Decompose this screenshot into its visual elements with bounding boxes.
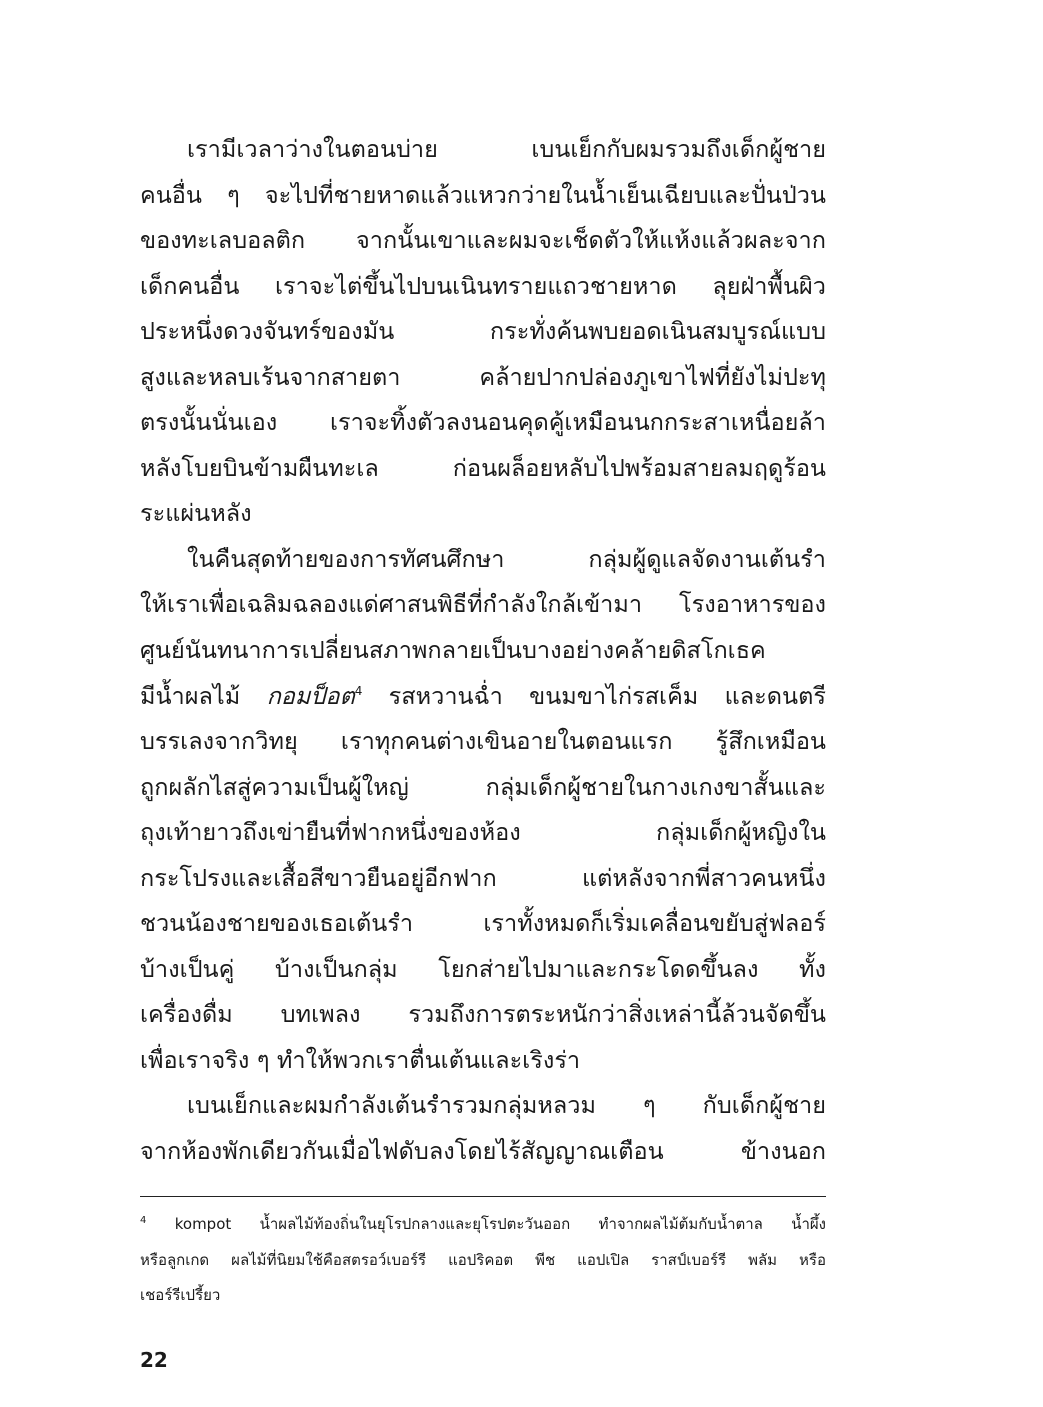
text-line: ในคืนสุดท้ายของการทัศนศึกษา กลุ่มผู้ดูแลจัดงานเต้นรำ — [187, 544, 826, 573]
footnote-mark: 4 — [140, 1215, 147, 1226]
text-line — [140, 674, 826, 720]
text-line: บ้างเป็นคู่ บ้างเป็นกลุ่ม โยกส่ายไปมาและกระโดดขึ้นลง ทั้ง — [140, 954, 826, 983]
text-line: หลังโบยบินข้ามผืนทะเล ก่อนผล็อยหลับไปพร้อมสายลมฤดูร้อน — [140, 453, 826, 482]
text-line: ศูนย์นันทนาการเปลี่ยนสภาพกลายเป็นบางอย่างคล้ายดิสโกเธค — [140, 636, 766, 665]
text-segment: รสหวานฉ่ำ ขนมขาไก่รสเค็ม และดนตรี — [362, 681, 826, 710]
text-line: เครื่องดื่ม บทเพลง รวมถึงการตระหนักว่าสิ่งเหล่านี้ล้วนจัดขึ้น — [140, 1000, 826, 1029]
footnote-text: kompot น้ำผลไม้ท้องถิ่นในยุโรปกลางและยุโรปตะวันออก ทำจากผลไม้ต้มกับน้ำตาล น้ำผึ้ง — [146, 1215, 826, 1233]
text-line: จากห้องพักเดียวกันเมื่อไฟดับลงโดยไร้สัญญาณเตือน ข้างนอก — [140, 1137, 826, 1166]
text-line: ของทะเลบอลติก จากนั้นเขาและผมจะเช็ดตัวให้แห้งแล้วผละจาก — [140, 226, 826, 255]
text-line: ระแผ่นหลัง — [140, 499, 252, 528]
page-number: 22 — [140, 1348, 168, 1372]
text-line: คนอื่น ๆ จะไปที่ชายหาดแล้วแหวกว่ายในน้ำเย็นเฉียบและปั่นป่วน — [140, 180, 826, 209]
text-line: เรามีเวลาว่างในตอนบ่าย เบนเย็กกับผมรวมถึงเด็กผู้ชาย — [187, 135, 826, 163]
italic-term: กอมป็อต — [266, 681, 355, 710]
body-text — [140, 127, 826, 1175]
text-segment: มีน้ำผลไม้ — [140, 681, 267, 710]
footnote-line: เชอร์รีเปรี้ยว — [140, 1286, 221, 1304]
text-line: เบนเย็กและผมกำลังเต้นรำรวมกลุ่มหลวม ๆ กับเด็กผู้ชาย — [187, 1091, 826, 1120]
footnote-reference[interactable]: 4 — [354, 683, 363, 698]
text-line: เพื่อเราจริง ๆ ทำให้พวกเราตื่นเต้นและเริงร่า — [140, 1045, 581, 1074]
text-line: ถุงเท้ายาวถึงเข่ายืนที่ฟากหนึ่งของห้อง กลุ่มเด็กผู้หญิงใน — [140, 818, 826, 847]
footnote-line: หรือลูกเกด ผลไม้ที่นิยมใช้คือสตรอว์เบอร์รี แอปริคอต พีช แอปเปิล ราสป์เบอร์รี พลัม หรือ — [140, 1250, 826, 1269]
text-line: ประหนึ่งดวงจันทร์ของมัน กระทั่งค้นพบยอดเนินสมบูรณ์แบบ — [140, 317, 826, 346]
text-line: กระโปรงและเสื้อสีขาวยืนอยู่อีกฟาก แต่หลังจากพี่สาวคนหนึ่ง — [140, 863, 826, 892]
text-line: บรรเลงจากวิทยุ เราทุกคนต่างเขินอายในตอนแรก รู้สึกเหมือน — [140, 727, 826, 756]
footnote — [140, 1207, 826, 1314]
text-line: ให้เราเพื่อเฉลิมฉลองแด่ศาสนพิธีที่กำลังใกล้เข้ามา โรงอาหารของ — [140, 590, 826, 619]
text-line: เด็กคนอื่น เราจะไต่ขึ้นไปบนเนินทรายแถวชายหาด ลุยฝ่าพื้นผิว — [140, 271, 826, 300]
footnote-line — [140, 1207, 826, 1243]
text-line: สูงและหลบเร้นจากสายตา คล้ายปากปล่องภูเขาไฟที่ยังไม่ปะทุ — [140, 362, 826, 391]
text-line: ตรงนั้นนั่นเอง เราจะทิ้งตัวลงนอนคุดคู้เหมือนนกกระสาเหนื่อยล้า — [140, 408, 826, 437]
text-line: ชวนน้องชายของเธอเต้นรำ เราทั้งหมดก็เริ่มเคลื่อนขยับสู่ฟลอร์ — [140, 909, 826, 938]
footnote-divider — [140, 1196, 826, 1197]
text-line: ถูกผลักไสสู่ความเป็นผู้ใหญ่ กลุ่มเด็กผู้ชายในกางเกงขาสั้นและ — [140, 772, 826, 801]
